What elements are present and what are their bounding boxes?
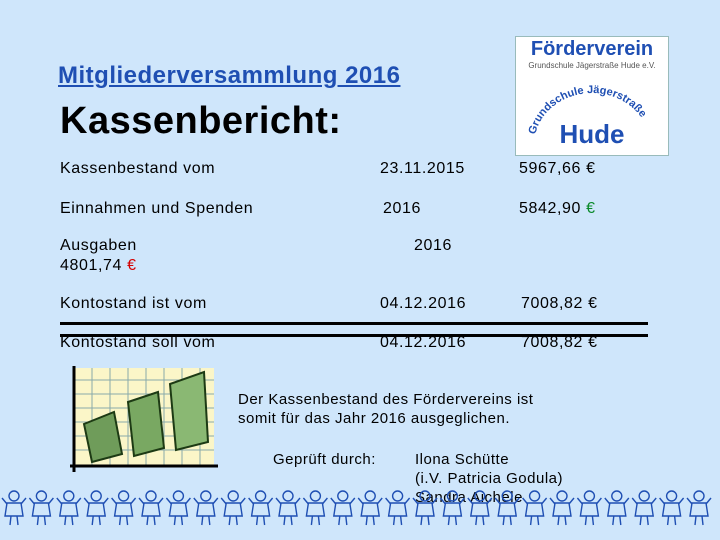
child-figure-icon <box>495 491 519 525</box>
einnahmen-amount <box>519 200 596 218</box>
child-figure-icon <box>2 491 26 525</box>
kontostand-soll-label: Kontostand soll vom <box>60 334 216 351</box>
summary-line-1: Der Kassenbestand des Fördervereins ist <box>238 391 534 408</box>
child-figure-icon <box>84 491 108 525</box>
logo-name: Förderverein <box>530 38 654 60</box>
child-figure-icon <box>358 491 382 525</box>
foerderverein-logo <box>515 36 669 156</box>
signature-label: Geprüft durch: <box>273 451 376 468</box>
einnahmen-value: 5842,90 <box>519 200 582 217</box>
kontostand-soll-amount: 7008,82 € <box>521 334 598 351</box>
kontostand-ist-date: 04.12.2016 <box>380 295 467 312</box>
einnahmen-currency: € <box>586 200 596 217</box>
kassenbestand-amount: 5967,66 € <box>519 160 596 177</box>
signature-name-3: Sandra Aichele <box>415 489 523 506</box>
summary-line-2: somit für das Jahr 2016 ausgeglichen. <box>238 410 510 427</box>
child-figure-icon <box>440 491 464 525</box>
child-figure-icon <box>303 491 327 525</box>
child-figure-icon <box>112 491 136 525</box>
child-figure-icon <box>632 491 656 525</box>
child-figure-icon <box>166 491 190 525</box>
child-figure-icon <box>57 491 81 525</box>
slide-subtitle: Mitgliederversammlung 2016 <box>58 62 401 89</box>
kassenbestand-date: 23.11.2015 <box>380 160 465 177</box>
child-figure-icon <box>276 491 300 525</box>
kontostand-ist-amount: 7008,82 € <box>521 295 598 312</box>
child-figure-icon <box>249 491 273 525</box>
children-border-icon <box>0 488 720 528</box>
ausgaben-value: 4801,74 <box>60 257 123 274</box>
ausgaben-year: 2016 <box>414 237 452 254</box>
logo-place: Hude <box>559 119 625 149</box>
signature-name-2: (i.V. Patricia Godula) <box>415 470 564 487</box>
ausgaben-amount <box>60 257 137 275</box>
summary-text <box>238 390 533 428</box>
bar-chart-clipart-icon <box>66 362 226 477</box>
child-figure-icon <box>386 491 410 525</box>
kontostand-ist-label: Kontostand ist vom <box>60 295 207 312</box>
einnahmen-year: 2016 <box>383 200 421 217</box>
child-figure-icon <box>660 491 684 525</box>
kontostand-soll-date: 04.12.2016 <box>380 334 467 351</box>
child-figure-icon <box>468 491 492 525</box>
ausgaben-currency: € <box>127 257 137 274</box>
einnahmen-label: Einnahmen und Spenden <box>60 200 254 217</box>
ausgaben-label: Ausgaben <box>60 237 137 254</box>
child-figure-icon <box>523 491 547 525</box>
logo-school-line: Grundschule Jägerstraße Hude e.V. <box>528 61 656 70</box>
child-figure-icon <box>550 491 574 525</box>
child-figure-icon <box>687 491 711 525</box>
slide-title: Kassenbericht: <box>60 100 342 142</box>
signature-name-1: Ilona Schütte <box>415 451 510 468</box>
child-figure-icon <box>194 491 218 525</box>
child-figure-icon <box>577 491 601 525</box>
child-figure-icon <box>605 491 629 525</box>
child-figure-icon <box>29 491 53 525</box>
logo-arc-text: Grundschule Jägerstraße <box>526 83 649 136</box>
child-figure-icon <box>331 491 355 525</box>
child-figure-icon <box>221 491 245 525</box>
child-figure-icon <box>139 491 163 525</box>
child-figure-icon <box>413 491 437 525</box>
kassenbestand-label: Kassenbestand vom <box>60 160 216 177</box>
